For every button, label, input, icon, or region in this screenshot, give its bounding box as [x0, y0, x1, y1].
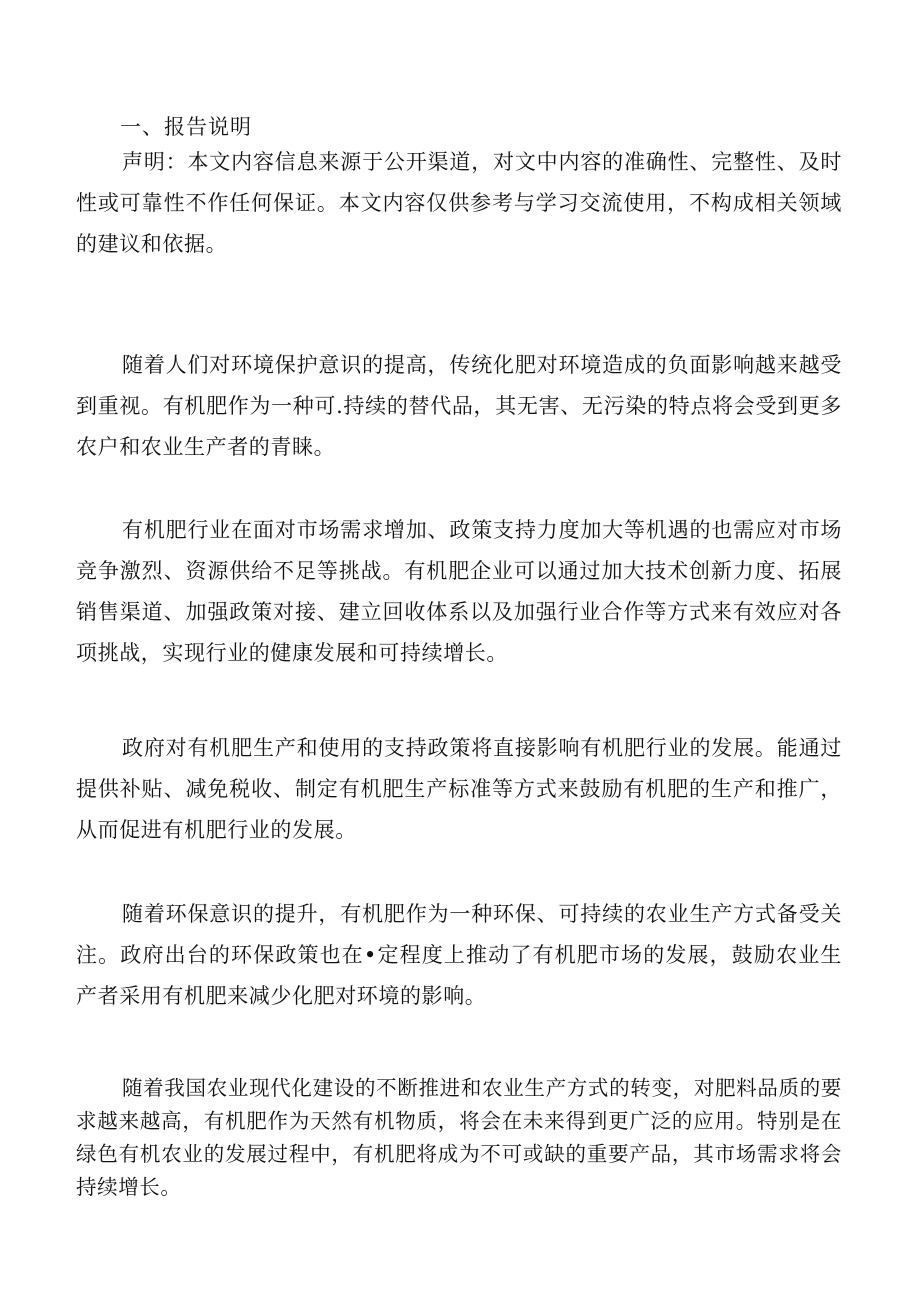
- body-paragraph: 政府对有机肥生产和使用的支持政策将直接影响有机肥行业的发展。能通过提供补贴、减免税收、制定有机肥生产标准等方式来鼓励有机肥的生产和推广，从而促进有机肥行业的发展。: [76, 736, 842, 842]
- body-paragraph: 随着人们对环境保护意识的提高，传统化肥对环境造成的负面影响越来越受到重视。有机肥作为一种可.持续的替代品，其无害、无污染的特点将会受到更多农户和农业生产者的青睐。: [76, 353, 842, 459]
- body-paragraph: 有机肥行业在面对市场需求增加、政策支持力度加大等机遇的也需应对市场竞争激烈、资源供给不足等挑战。有机肥企业可以通过加大技术创新力度、拓展销售渠道、加强政策对接、建立回收体系以及加强行业合作等方式来有效应对各项挑战，实现行业的健康发展和可持续增长。: [76, 518, 842, 665]
- disclaimer-paragraph: 声明：本文内容信息来源于公开渠道，对文中内容的准确性、完整性、及时性或可靠性不作任何保证。本文内容仅供参考与学习交流使用，不构成相关领域的建议和依据。: [76, 150, 842, 256]
- body-paragraph: 随着环保意识的提升，有机肥作为一种环保、可持续的农业生产方式备受关注。政府出台的环保政策也在•定程度上推动了有机肥市场的发展，鼓励农业生产者采用有机肥来减少化肥对环境的影响。: [76, 902, 842, 1008]
- body-paragraph: 随着我国农业现代化建设的不断推进和农业生产方式的转变，对肥料品质的要求越来越高，有机肥作为天然有机物质，将会在未来得到更广泛的应用。特别是在绿色有机农业的发展过程中，有机肥将成为不可或缺的重要产品，其市场需求将会持续增长。: [76, 1076, 842, 1199]
- section-title: 一、报告说明: [120, 115, 252, 139]
